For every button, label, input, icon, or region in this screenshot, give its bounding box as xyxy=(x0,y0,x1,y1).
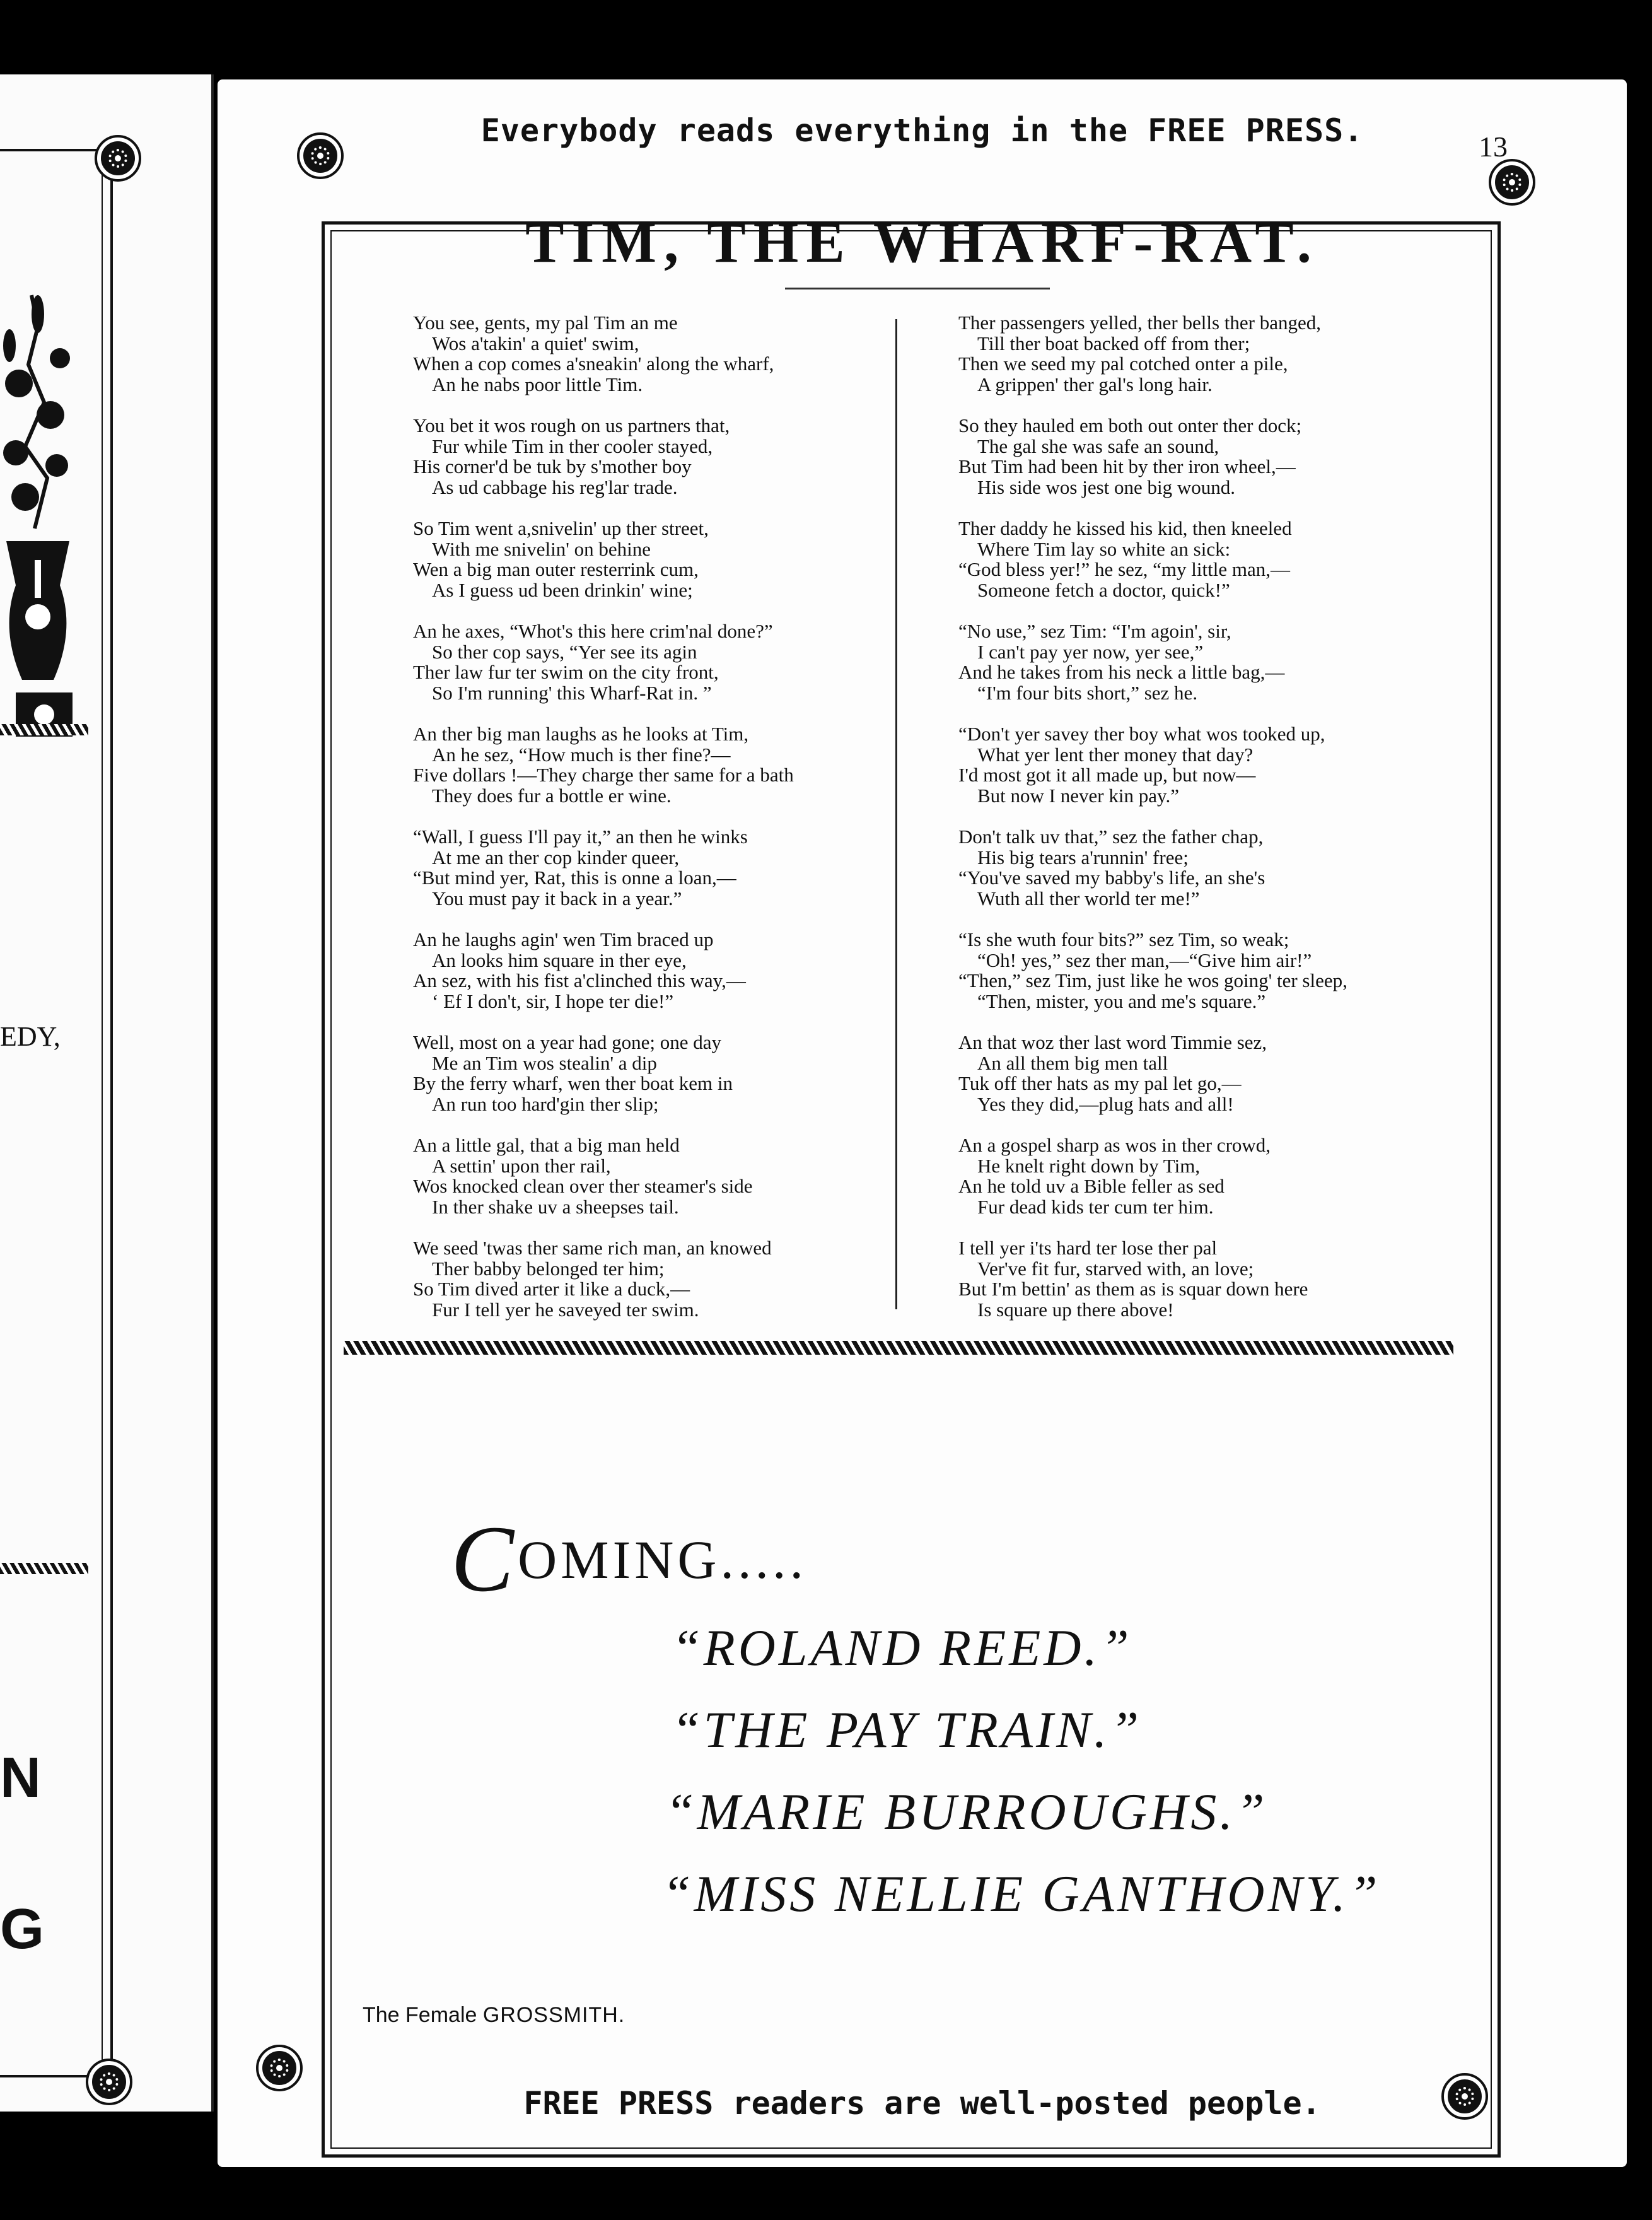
poem-line: Wuth all ther world ter me!” xyxy=(977,887,1200,909)
poem-line: At me an ther cop kinder queer, xyxy=(432,846,680,868)
poem-line: An he axes, “Whot's this here crim'nal done?” xyxy=(413,620,773,642)
flower-vase-icon xyxy=(0,289,82,743)
fragment-text: EDY, xyxy=(0,1021,61,1052)
poem-line: An ther big man laughs as he looks at Tim, xyxy=(413,723,749,745)
poem-line: Don't talk uv that,” sez the father chap, xyxy=(958,826,1264,848)
poem-line: “No use,” sez Tim: “I'm agoin', sir, xyxy=(958,620,1231,642)
magazine-page xyxy=(218,79,1627,2167)
poem-line: By the ferry wharf, wen ther boat kem in xyxy=(413,1072,733,1094)
poem-right-column xyxy=(958,313,1475,1341)
poem-line: We seed 'twas ther same rich man, an knowed xyxy=(413,1237,772,1259)
poem-line: An he told uv a Bible feller as sed xyxy=(958,1175,1224,1197)
attraction-item: “MARIE BURROUGHS.” xyxy=(665,1783,1268,1840)
title-rule xyxy=(785,288,1050,289)
fragment-text: N xyxy=(0,1746,41,1809)
coming-heading xyxy=(451,1505,807,1613)
poem-line: “Is she wuth four bits?” sez Tim, so weak; xyxy=(958,928,1289,950)
poem-line: I'd most got it all made up, but now— xyxy=(958,764,1256,786)
ornamental-rule xyxy=(344,1341,1453,1355)
poem-line: Tuk off ther hats as my pal let go,— xyxy=(958,1072,1242,1094)
female-grossmith-label xyxy=(363,2003,625,2028)
corner-rosette-icon xyxy=(1491,161,1533,203)
ornamental-rule xyxy=(0,1563,88,1574)
poem-line: A grippen' ther gal's long hair. xyxy=(977,373,1213,395)
poem-stanza xyxy=(958,724,1475,806)
poem-line: An he sez, “How much is ther fine?— xyxy=(432,743,731,766)
poem-line: Is square up there above! xyxy=(977,1298,1174,1321)
poem-line: In ther shake uv a sheepses tail. xyxy=(432,1195,679,1218)
poem-line: What yer lent ther money that day? xyxy=(977,743,1254,766)
poem-stanza xyxy=(958,1238,1475,1320)
coming-rest: OMING..... xyxy=(518,1529,807,1590)
poem-line: So they hauled em both out onter ther dock; xyxy=(958,414,1302,436)
poem-line: Ther babby belonged ter him; xyxy=(432,1257,665,1280)
poem-line: An a little gal, that a big man held xyxy=(413,1134,680,1156)
header-note: Everybody reads everything in the FREE PRESS. xyxy=(480,112,1364,149)
poem-line: Ther daddy he kissed his kid, then kneeled xyxy=(958,517,1292,539)
poem-stanza xyxy=(958,930,1475,1012)
poem-stanza xyxy=(958,416,1475,498)
poem-stanza xyxy=(413,827,930,909)
poem-stanza xyxy=(958,1135,1475,1217)
poem-stanza xyxy=(958,1032,1475,1114)
label-name: GROSSMITH. xyxy=(482,2003,625,2027)
poem-line: Me an Tim wos stealin' a dip xyxy=(432,1051,657,1074)
poem-title: TIM, THE WHARF-RAT. xyxy=(525,210,1319,274)
poem-line: “I'm four bits short,” sez he. xyxy=(977,681,1198,704)
poem-line: So Tim went a,snivelin' up ther street, xyxy=(413,517,709,539)
poem-line: So ther cop says, “Yer see its agin xyxy=(432,640,697,663)
attraction-item: “MISS NELLIE GANTHONY.” xyxy=(662,1865,1381,1922)
poem-stanza xyxy=(958,621,1475,703)
poem-line: So Tim dived arter it like a duck,— xyxy=(413,1278,690,1300)
poem-line: An he nabs poor little Tim. xyxy=(432,373,643,395)
poem-stanza xyxy=(413,416,930,498)
poem-line: “But mind yer, Rat, this is onne a loan,— xyxy=(413,867,736,889)
poem-line: Fur dead kids ter cum ter him. xyxy=(977,1195,1214,1218)
poem-stanza xyxy=(958,827,1475,909)
poem-left-column xyxy=(413,313,930,1341)
poem-line: An a gospel sharp as wos in ther crowd, xyxy=(958,1134,1271,1156)
footer-note: FREE PRESS readers are well-posted people. xyxy=(523,2085,1321,2122)
poem-line: As ud cabbage his reg'lar trade. xyxy=(432,476,678,498)
poem-line: You bet it wos rough on us partners that, xyxy=(413,414,730,436)
page-number: 13 xyxy=(1479,131,1508,163)
poem-line: You see, gents, my pal Tim an me xyxy=(413,312,678,334)
poem-line: But now I never kin pay.” xyxy=(977,784,1179,807)
poem-line: “You've saved my babby's life, an she's xyxy=(958,867,1265,889)
poem-line: The gal she was safe an sound, xyxy=(977,435,1219,457)
poem-line: He knelt right down by Tim, xyxy=(977,1154,1201,1177)
poem-line: But I'm bettin' as them as is squar down here xyxy=(958,1278,1308,1300)
poem-line: An all them big men tall xyxy=(977,1051,1168,1074)
poem-line: “Don't yer savey ther boy what wos tooked up, xyxy=(958,723,1325,745)
poem-stanza xyxy=(413,313,930,395)
poem-line: Then we seed my pal cotched onter a pile, xyxy=(958,353,1288,375)
adjacent-page-fragment xyxy=(0,74,214,2112)
poem-line: A settin' upon ther rail, xyxy=(432,1154,611,1177)
label-prefix: The Female xyxy=(363,2003,483,2027)
poem-line: “God bless yer!” he sez, “my little man,— xyxy=(958,558,1290,580)
poem-line: I can't pay yer now, yer see,” xyxy=(977,640,1204,663)
corner-rosette-icon xyxy=(97,137,139,179)
poem-line: Fur while Tim in ther cooler stayed, xyxy=(432,435,713,457)
poem-line: Wos knocked clean over ther steamer's side xyxy=(413,1175,753,1197)
poem-line: And he takes from his neck a little bag,— xyxy=(958,661,1285,683)
poem-line: An that woz ther last word Timmie sez, xyxy=(958,1031,1267,1053)
poem-line: I tell yer i'ts hard ter lose ther pal xyxy=(958,1237,1218,1259)
poem-line: “Wall, I guess I'll pay it,” an then he winks xyxy=(413,826,748,848)
poem-line: Yes they did,—plug hats and all! xyxy=(977,1092,1234,1115)
poem-line: When a cop comes a'sneakin' along the wharf, xyxy=(413,353,774,375)
poem-stanza xyxy=(413,724,930,806)
poem-stanza xyxy=(413,1032,930,1114)
poem-stanza xyxy=(958,313,1475,395)
poem-line: They does fur a bottle er wine. xyxy=(432,784,672,807)
coming-initial: C xyxy=(451,1507,518,1611)
poem-line: Ther passengers yelled, ther bells ther banged, xyxy=(958,312,1322,334)
poem-line: Ther law fur ter swim on the city front, xyxy=(413,661,719,683)
poem-stanza xyxy=(413,518,930,600)
poem-line: Wos a'takin' a quiet' swim, xyxy=(432,332,639,354)
poem-stanza xyxy=(413,1238,930,1320)
corner-rosette-icon xyxy=(300,135,341,177)
poem-line: Well, most on a year had gone; one day xyxy=(413,1031,722,1053)
attraction-item: “THE PAY TRAIN.” xyxy=(672,1701,1143,1758)
poem-line: An run too hard'gin ther slip; xyxy=(432,1092,659,1115)
poem-line: ‘ Ef I don't, sir, I hope ter die!” xyxy=(432,990,674,1012)
poem-line: Someone fetch a doctor, quick!” xyxy=(977,578,1230,601)
corner-rosette-icon xyxy=(88,2061,130,2103)
attraction-item: “ROLAND REED.” xyxy=(672,1619,1132,1676)
poem-line: An looks him square in ther eye, xyxy=(432,949,687,971)
poem-line: An sez, with his fist a'clinched this way,— xyxy=(413,969,746,991)
poem-line: But Tim had been hit by ther iron wheel,— xyxy=(958,455,1296,477)
poem-line: His big tears a'runnin' free; xyxy=(977,846,1189,868)
poem-line: Till ther boat backed off from ther; xyxy=(977,332,1250,354)
column-divider xyxy=(895,319,897,1309)
poem-line: “Oh! yes,” sez ther man,—“Give him air!” xyxy=(977,949,1312,971)
poem-line: Wen a big man outer resterrink cum, xyxy=(413,558,699,580)
poem-line: His corner'd be tuk by s'mother boy xyxy=(413,455,692,477)
poem-line: Ver've fit fur, starved with, an love; xyxy=(977,1257,1254,1280)
poem-line: With me snivelin' on behine xyxy=(432,537,651,560)
poem-line: As I guess ud been drinkin' wine; xyxy=(432,578,693,601)
poem-line: His side wos jest one big wound. xyxy=(977,476,1236,498)
poem-line: “Then,” sez Tim, just like he wos going' ter sleep, xyxy=(958,969,1347,991)
ornamental-rule xyxy=(0,724,88,735)
poem-line: An he laughs agin' wen Tim braced up xyxy=(413,928,714,950)
poem-stanza xyxy=(413,1135,930,1217)
poem-line: So I'm running' this Wharf-Rat in. ” xyxy=(432,681,712,704)
poem-line: Fur I tell yer he saveyed ter swim. xyxy=(432,1298,699,1321)
fragment-text: G xyxy=(0,1898,45,1961)
poem-line: You must pay it back in a year.” xyxy=(432,887,682,909)
poem-stanza xyxy=(413,930,930,1012)
poem-line: Five dollars !—They charge ther same for a bath xyxy=(413,764,794,786)
poem-stanza xyxy=(413,621,930,703)
poem-line: Where Tim lay so white an sick: xyxy=(977,537,1231,560)
poem-stanza xyxy=(958,518,1475,600)
poem-line: “Then, mister, you and me's square.” xyxy=(977,990,1266,1012)
corner-rosette-icon xyxy=(259,2047,300,2089)
